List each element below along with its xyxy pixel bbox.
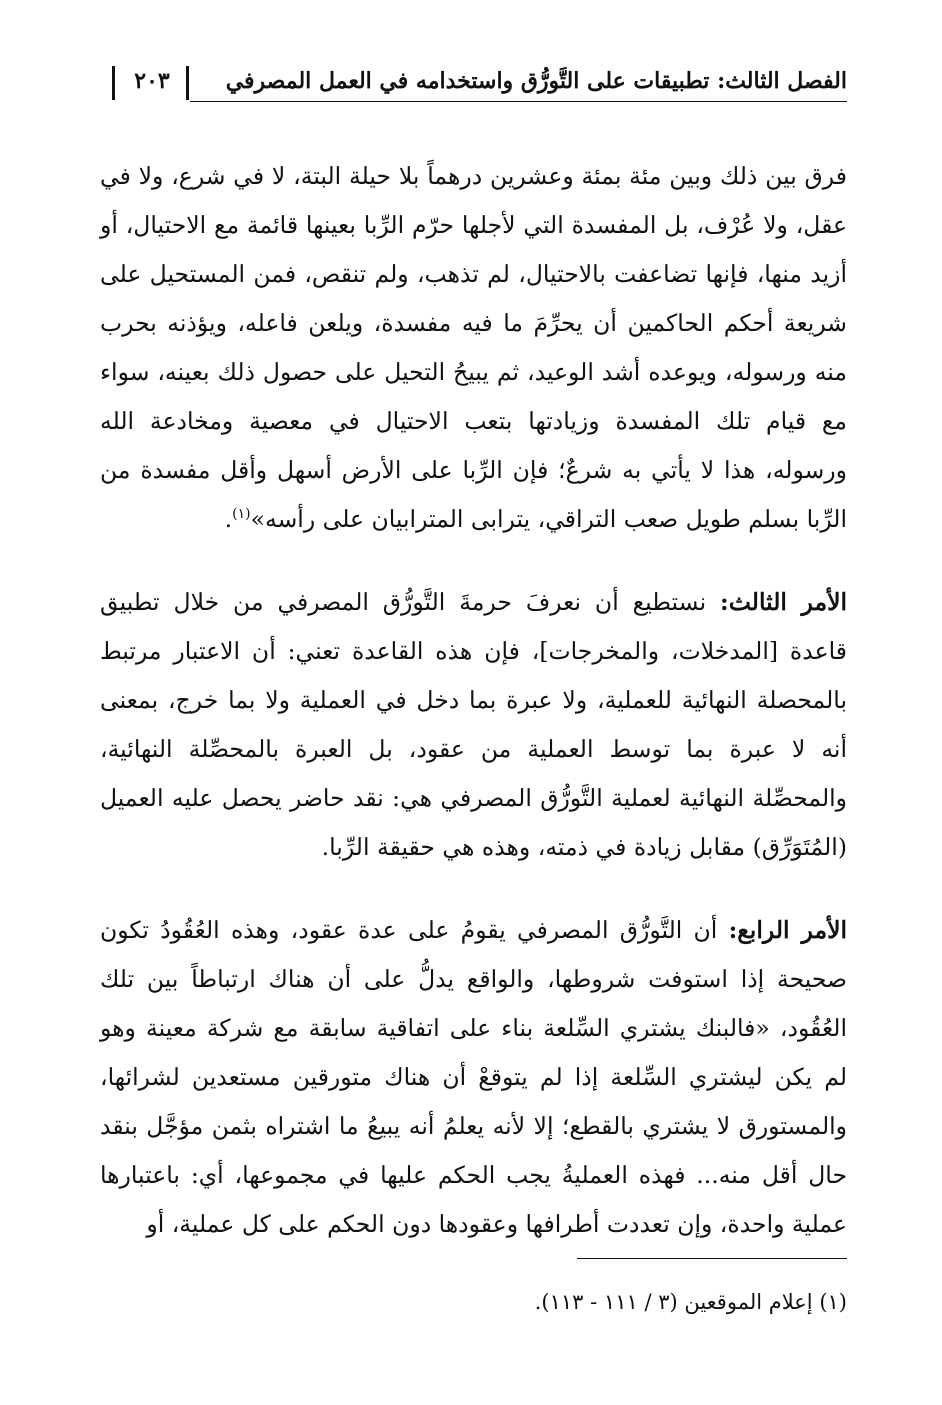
page-header: [112, 60, 847, 102]
footnote-reference: (١): [232, 506, 251, 523]
paragraph-1-end: .: [224, 505, 233, 533]
paragraph-2-text: نستطيع أن نعرفَ حرمةَ التَّورُّق المصرفي من خلال تطبيق قاعدة [المدخلات، والمخرجات]، فإن هذه القاعدة تعني: أن الاعتبار مرتبط بالمحصلة النهائية للعملية، ولا عبرة بما دخل في العملية ولا بما خرج، بمعنى أنه لا عبرة بما توسط العملية من عقود، بل العبرة بالمحصِّلة النهائية، والمحصِّلة النهائية لعملية التَّورُّق المصرفي هي: نقد حاضر يحصل عليه العميل (المُتَوَرِّق) مقابل زيادة في ذمته، وهذه هي حقيقة الرِّبا.: [100, 588, 847, 861]
header-bar-right: [186, 66, 189, 100]
footnote-separator: [577, 1258, 847, 1259]
paragraph-3: [100, 906, 847, 1249]
paragraph-3-text: أن التَّورُّق المصرفي يقومُ على عدة عقود، وهذه العُقُودُ تكون صحيحة إذا استوفت شروطها، والواقع يدلُّ على أن هناك ارتباطاً بين تلك العُقُود، «فالبنك يشتري السِّلعة بناء على اتفاقية سابقة مع شركة معينة وهو لم يكن ليشتري السِّلعة إذا لم يتوقعْ أن هناك متورقين مستعدين لشرائها، والمستورق لا يشتري بالقطع؛ إلا لأنه يعلمُ أنه يبيعُ ما اشتراه بثمن مؤجَّل بنقد حال أقل منه... فهذه العمليةُ يجب الحكم عليها في مجموعها، أي: باعتبارها عملية واحدة، وإن تعددت أطرافها وعقودها دون الحكم على كل عملية، أو: [100, 916, 847, 1238]
header-rule: [190, 101, 847, 102]
body-text: [100, 152, 847, 1249]
paragraph-1: [100, 152, 847, 544]
chapter-title: الفصل الثالث: تطبيقات على التَّورُّق واستخدامه في العمل المصرفي: [225, 68, 847, 94]
paragraph-3-lead: الأمر الرابع:: [728, 916, 848, 944]
paragraph-2: [100, 578, 847, 872]
paragraph-1-text: فرق بين ذلك وبين مئة بمئة وعشرين درهماً بلا حيلة البتة، لا في شرع، ولا في عقل، ولا عُرْف، بل المفسدة التي لأجلها حرّم الرِّبا بعينها قائمة مع الاحتيال، أو أزيد منها، فإنها تضاعفت بالاحتيال، لم تذهب، ولم تنقص، فمن المستحيل على شريعة أحكم الحاكمين أن يحرِّمَ ما فيه مفسدة، ويلعن فاعله، ويؤذنه بحرب منه ورسوله، ويوعده أشد الوعيد، ثم يبيحُ التحيل على حصول ذلك بعينه، سواء مع قيام تلك المفسدة وزيادتها بتعب الاحتيال في معصية ومخادعة الله ورسوله، هذا لا يأتي به شرعٌ؛ فإن الرِّبا على الأرض أسهل وأقل مفسدة من الرِّبا بسلم طويل صعب التراقي، يترابى المترابيان على رأسه»: [100, 162, 847, 533]
footnote: (١) إعلام الموقعين (٣ / ١١١ - ١١٣).: [534, 1290, 847, 1314]
header-bar-left: [112, 66, 115, 100]
paragraph-2-lead: الأمر الثالث:: [720, 588, 847, 616]
page-number: ٢٠٣: [134, 68, 170, 94]
